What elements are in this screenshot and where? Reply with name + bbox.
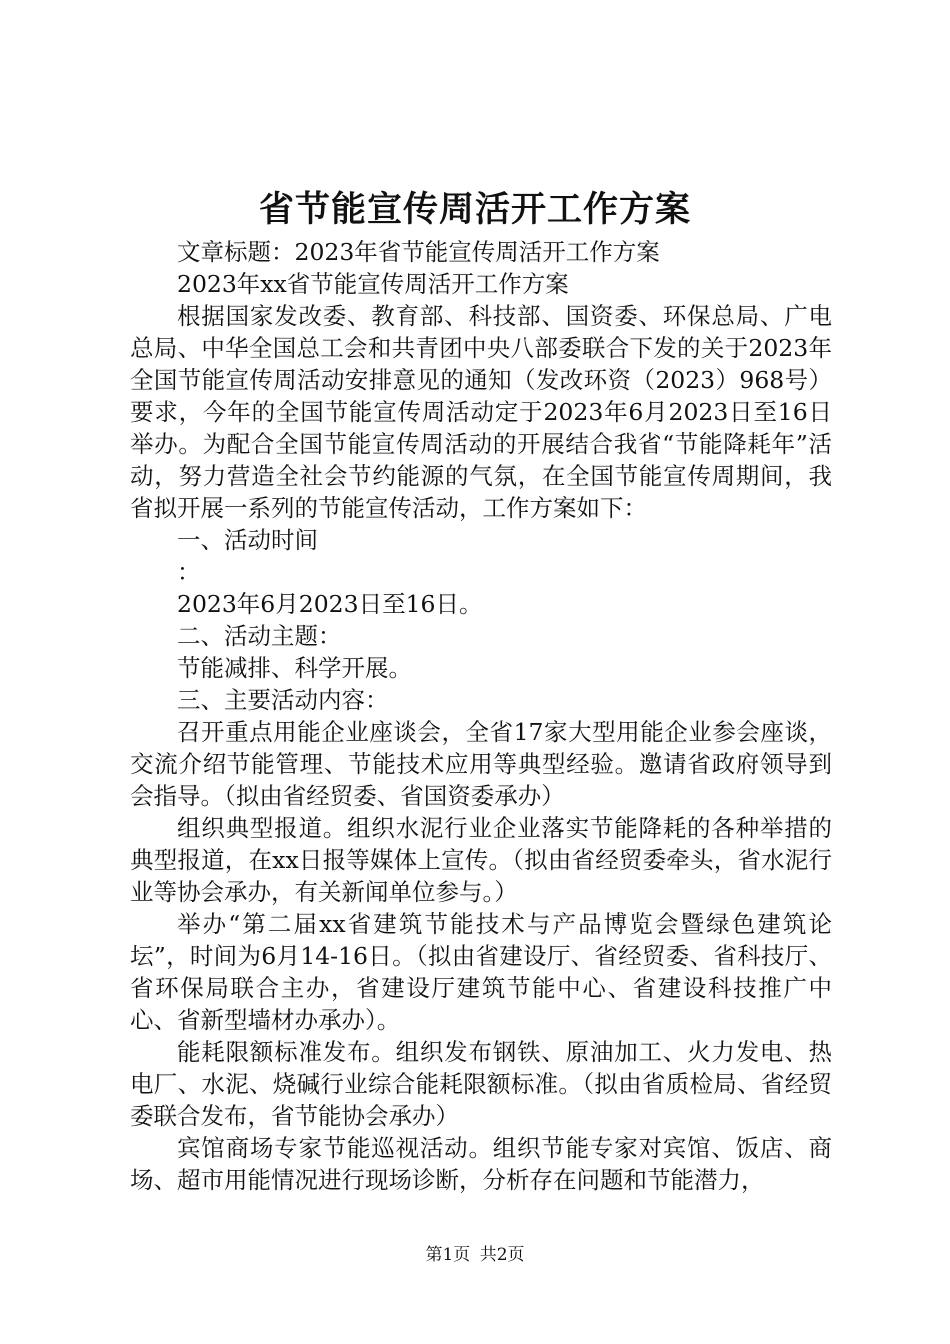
section-heading-content: 三、主要活动内容： (177, 686, 389, 714)
paragraph-intro: 根据国家发改委、教育部、科技部、国资委、环保总局、广电总局、中华全国总工会和共青团中央八部委联合下发的关于2023年全国节能宣传周活动安排意见的通知（发改环资（2023）968号）要求，今年的全国节能宣传周活动定于2023年6月2023日至16日举办。为配合全国节能宣传周活动的开展结合我省“节能降耗年”活动，努力营造全社会节约能源的气氛，在全国节能宣传周期间，我省拟开展一系列的节能宣传活动，工作方案如下： (130, 302, 832, 522)
paragraph-item-reports: 组织典型报道。组织水泥行业企业落实节能降耗的各种举措的典型报道，在xx日报等媒体上宣传。（拟由省经贸委牵头，省水泥行业等协会承办，有关新闻单位参与。） (130, 814, 832, 906)
page-number: 第1页 (425, 1245, 471, 1265)
paragraph-colon: ： (177, 558, 201, 586)
paragraph-item-standards: 能耗限额标准发布。组织发布钢铁、原油加工、火力发电、热电厂、水泥、烧碱行业综合能耗限额标准。（拟由省质检局、省经贸委联合发布，省节能协会承办） (130, 1038, 832, 1130)
page-total: 共2页 (479, 1245, 525, 1265)
paragraph-item-meeting: 召开重点用能企业座谈会，全省17家大型用能企业参会座谈，交流介绍节能管理、节能技术应用等典型经验。邀请省政府领导到会指导。（拟由省经贸委、省国资委承办） (130, 718, 832, 810)
page-footer (0, 1243, 950, 1267)
section-heading-theme: 二、活动主题： (177, 622, 342, 650)
paragraph-theme-value: 节能减排、科学开展。 (177, 654, 412, 682)
paragraph-article-title: 文章标题：2023年省节能宣传周活开工作方案 (177, 238, 660, 266)
paragraph-item-expo: 举办“第二届xx省建筑节能技术与产品博览会暨绿色建筑论坛”，时间为6月14-16日。（拟由省建设厅、省经贸委、省科技厅、省环保局联合主办，省建设厅建筑节能中心、省建设科技推广中心、省新型墙材办承办）。 (130, 910, 832, 1034)
document-title: 省节能宣传周活开工作方案 (258, 190, 691, 230)
paragraph-item-inspection: 宾馆商场专家节能巡视活动。组织节能专家对宾馆、饭店、商场、超市用能情况进行现场诊断，分析存在问题和节能潜力， (130, 1134, 832, 1194)
paragraph-time-value: 2023年6月2023日至16日。 (177, 590, 483, 618)
document-body (130, 236, 832, 1196)
paragraph-subtitle: 2023年xx省节能宣传周活开工作方案 (177, 270, 569, 298)
section-heading-time: 一、活动时间 (177, 526, 318, 554)
